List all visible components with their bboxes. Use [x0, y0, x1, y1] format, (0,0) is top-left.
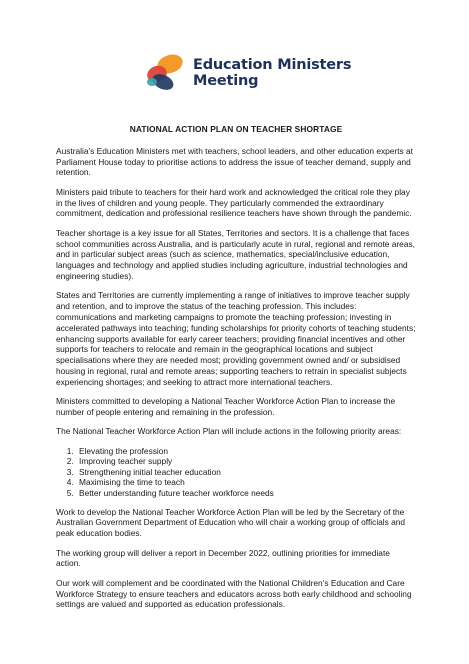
- paragraph-complement: Our work will complement and be coordinated with the National Children’s Education and Care Workforce Strategy to ensure teachers and educators across both early childhood and schooling settings are valued and supported as education professionals.: [56, 577, 412, 610]
- document-title: NATIONAL ACTION PLAN ON TEACHER SHORTAGE: [129, 124, 343, 134]
- logo-text: [193, 57, 351, 89]
- paragraph-initiatives: States and Territories are currently implementing a range of initiatives to improve teacher supply and retention, and to improve the status of the teaching profession. This includes: communications and marketing campaigns to promote the teaching profession; investing in accelerated pathways into teaching; funding scholarships for priority cohorts of teaching students; enhancing supports available for early career teachers; providing financial incentives and other supports for teachers to relocate and remain in the geographical locations and subject specialisations where they are needed most; providing government owned and/ or subsidised housing in regional, rural and remote areas; supporting teachers to retrain in specialist subjects experiencing shortages; and seeking to attract more international teachers.: [56, 290, 416, 387]
- list-item: 1. Elevating the profession: [76, 446, 416, 457]
- list-item: 2. Improving teacher supply: [76, 456, 416, 467]
- paragraph-shortage: Teacher shortage is a key issue for all States, Territories and sectors. It is a challenge that faces school communities across Australia, and is particularly acute in rural, regional and remote areas, and in particular subject areas (such as science, mathematics, special/inclusive education, languages and technology and applied studies including agriculture, industrial technologies and engineering studies).: [56, 227, 415, 281]
- logo-line-2: Meeting: [193, 73, 259, 89]
- logo: [143, 52, 351, 94]
- logo-line-1: Education Ministers: [193, 57, 352, 73]
- education-ministers-logo-icon: [143, 52, 189, 94]
- paragraph-tribute: Ministers paid tribute to teachers for their hard work and acknowledged the critical role they play in the lives of children and young people. They particularly commended the extraordinary commitment, dedication and professional resilience teachers have shown through the pandemic.: [56, 186, 412, 219]
- paragraph-intro: Australia’s Education Ministers met with teachers, school leaders, and other education experts at Parliament House today to prioritise actions to address the issue of teacher demand, supply and retention.: [56, 145, 413, 178]
- paragraph-commitment: Ministers committed to developing a National Teacher Workforce Action Plan to increase the number of people entering and remaining in the profession.: [56, 396, 396, 417]
- document-body: [56, 124, 416, 619]
- priority-areas-list: [56, 446, 416, 499]
- list-item: 4. Maximising the time to teach: [76, 477, 416, 488]
- paragraph-report: The working group will deliver a report in December 2022, outlining priorities for immediate action.: [56, 547, 390, 569]
- paragraph-leadership: Work to develop the National Teacher Workforce Action Plan will be led by the Secretary of the Australian Government Department of Education who will chair a working group of officials and peak education bodies.: [56, 506, 406, 539]
- paragraph-priority-intro: The National Teacher Workforce Action Plan will include actions in the following priority areas:: [56, 426, 402, 437]
- list-item: 3. Strengthening initial teacher education: [76, 467, 416, 478]
- list-item: 5. Better understanding future teacher workforce needs: [76, 488, 416, 499]
